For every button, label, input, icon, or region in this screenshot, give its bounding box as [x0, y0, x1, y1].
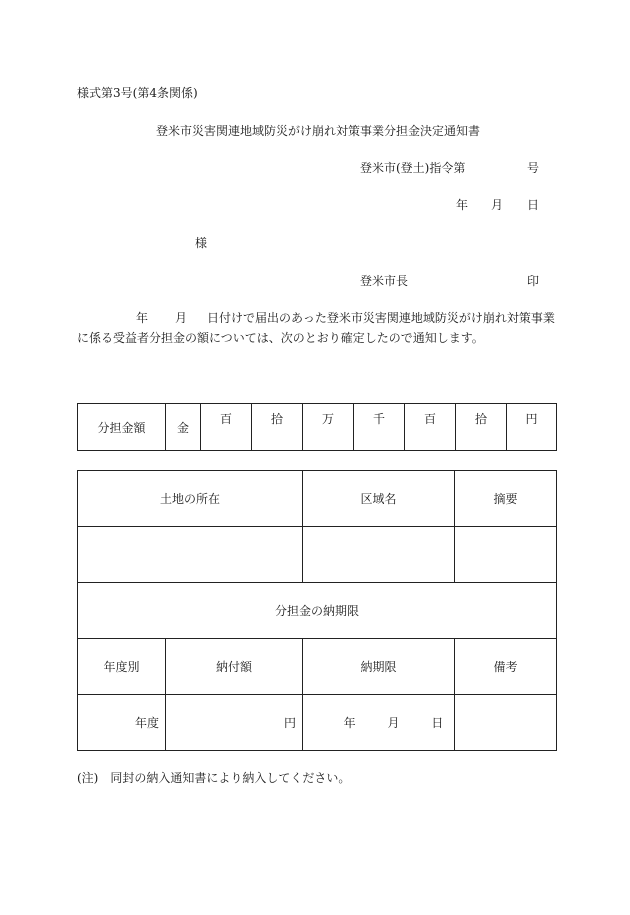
issuer-seal: 印 — [527, 274, 540, 288]
due-day: 日 — [431, 716, 444, 730]
digit-ten-thousand: 万 — [303, 404, 354, 451]
cell-remarks — [455, 695, 557, 751]
date-day: 日 — [527, 198, 540, 212]
cell-payment-yen: 円 — [166, 695, 303, 751]
due-section-title: 分担金の納期限 — [78, 583, 557, 639]
date-month: 月 — [491, 198, 504, 212]
digit-hundred-million: 百 — [201, 404, 252, 451]
cell-area-name — [303, 527, 455, 583]
form-number: 様式第3号(第4条関係) — [77, 86, 198, 100]
header-area-name: 区域名 — [303, 471, 455, 527]
recipient-suffix: 様 — [195, 236, 208, 250]
body-text-line2: に係る受益者分担金の額については、次のとおり確定したので通知します。 — [77, 331, 484, 345]
issuer-name: 登米市長 — [360, 274, 409, 288]
digit-ten: 拾 — [456, 404, 507, 451]
document-number-suffix: 号 — [527, 161, 540, 175]
digit-yen: 円 — [507, 404, 557, 451]
note: (注) 同封の納入通知書により納入してください。 — [77, 771, 351, 785]
header-due-date: 納期限 — [303, 639, 455, 695]
body-year: 年 — [136, 311, 149, 325]
header-payment-amount: 納付額 — [166, 639, 303, 695]
digit-thousand: 千 — [354, 404, 405, 451]
cell-location — [78, 527, 303, 583]
digit-ten-million: 拾 — [252, 404, 303, 451]
due-month: 月 — [387, 716, 400, 730]
body-month: 月 — [175, 311, 188, 325]
cell-due-date — [303, 695, 455, 751]
cell-fiscal-year: 年度 — [78, 695, 166, 751]
body-text-line1: 日付けで届出のあった登米市災害関連地域防災がけ崩れ対策事業 — [207, 311, 555, 325]
document-title: 登米市災害関連地域防災がけ崩れ対策事業分担金決定通知書 — [156, 124, 481, 138]
cell-summary — [455, 527, 557, 583]
due-year: 年 — [343, 716, 356, 730]
header-fiscal-year: 年度別 — [78, 639, 166, 695]
amount-label: 分担金額 — [78, 404, 166, 451]
digit-hundred: 百 — [405, 404, 456, 451]
date-year: 年 — [456, 198, 469, 212]
land-table — [77, 470, 557, 751]
amount-table — [77, 403, 557, 451]
currency-prefix: 金 — [166, 404, 201, 451]
header-remarks: 備考 — [455, 639, 557, 695]
document-number-prefix: 登米市(登土)指令第 — [360, 161, 466, 175]
header-summary: 摘要 — [455, 471, 557, 527]
header-location: 土地の所在 — [78, 471, 303, 527]
